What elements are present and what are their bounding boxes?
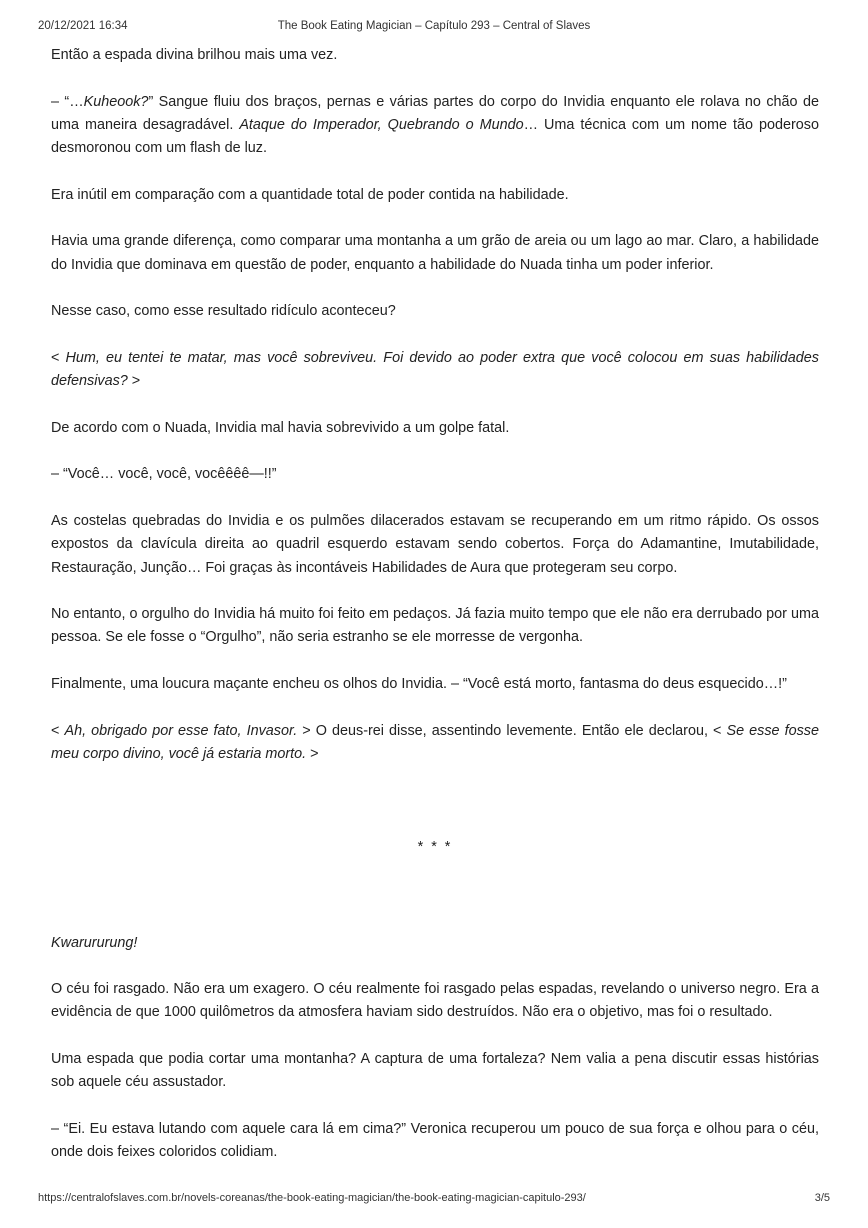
paragraph: Então a espada divina brilhou mais uma vez. [51, 47, 338, 63]
chapter-content [51, 44, 819, 1188]
scene-separator: * * * [417, 839, 453, 856]
page-number: 3/5 [814, 1192, 830, 1204]
paragraph: Finalmente, uma loucura maçante encheu os olhos do Invidia. – “Você está morto, fantasma do deus esquecido…!” [51, 676, 787, 693]
paragraph: – “Você… você, você, vocêêêê—!!” [51, 466, 277, 483]
paragraph: – “Ei. Eu estava lutando com aquele cara lá em cima?” Veronica recuperou um pouco de sua força e olhou para o céu, onde dois feixes coloridos colidiam. [51, 1120, 819, 1161]
paragraph: Uma espada que podia cortar uma montanha? A captura de uma fortaleza? Nem valia a pena discutir essas histórias sob aquele céu assustador. [51, 1050, 819, 1091]
paragraph: – “…Kuheook?” Sangue fluiu dos braços, pernas e várias partes do corpo do Invidia enquanto ele rolava no chão de uma maneira desagradável. Ataque do Imperador, Quebrando o Mundo… Uma técnica com um nome tão poderoso desmoronou com um flash de luz. [51, 93, 820, 157]
paragraph: As costelas quebradas do Invidia e os pulmões dilacerados estavam se recuperando em um ritmo rápido. Os ossos expostos da clavícula direita ao quadril esquerdo estavam sendo cobertos. Força do Adamantine, Imutabilidade, Restauração, Junção… Foi graças às incontáveis Habilidades de Aura que protegeram seu corpo. [51, 512, 819, 576]
paragraph: O céu foi rasgado. Não era um exagero. O céu realmente foi rasgado pelas espadas, revelando o universo negro. Era a evidência de que 1000 quilômetros da atmosfera haviam sido destruídos. Não era o objetivo, mas foi o resultado. [51, 981, 819, 1021]
paragraph: Nesse caso, como esse resultado ridículo aconteceu? [51, 303, 396, 320]
paragraph: < Hum, eu tentei te matar, mas você sobreviveu. Foi devido ao poder extra que você colocou em suas habilidades defensivas? > [51, 349, 819, 390]
paragraph: Era inútil em comparação com a quantidade total de poder contida na habilidade. [51, 186, 569, 203]
paragraph: Kwarururung! [51, 934, 138, 951]
print-datetime: 20/12/2021 16:34 [38, 20, 128, 32]
paragraph: < Ah, obrigado por esse fato, Invasor. > O deus-rei disse, assentindo levemente. Então ele declarou, < Se esse fosse meu corpo divino, você já estaria morto. > [51, 722, 819, 762]
paragraph: De acordo com o Nuada, Invidia mal havia sobrevivido a um golpe fatal. [51, 419, 510, 436]
page-title: The Book Eating Magician – Capítulo 293 – Central of Slaves [277, 20, 591, 32]
paragraph: Havia uma grande diferença, como comparar uma montanha a um grão de areia ou um lago ao mar. Claro, a habilidade do Invidia que dominava em questão de poder, enquanto a habilidade do Nuada tinha um poder inferior. [51, 233, 819, 273]
paragraph: No entanto, o orgulho do Invidia há muito foi feito em pedaços. Já fazia muito tempo que ele não era derrubado por uma pessoa. Se ele fosse o “Orgulho”, não seria estranho se ele morresse de vergonha. [51, 606, 819, 646]
page-url: https://centralofslaves.com.br/novels-coreanas/the-book-eating-magician/the-book-eating-magician-capitulo-293/ [38, 1192, 586, 1204]
